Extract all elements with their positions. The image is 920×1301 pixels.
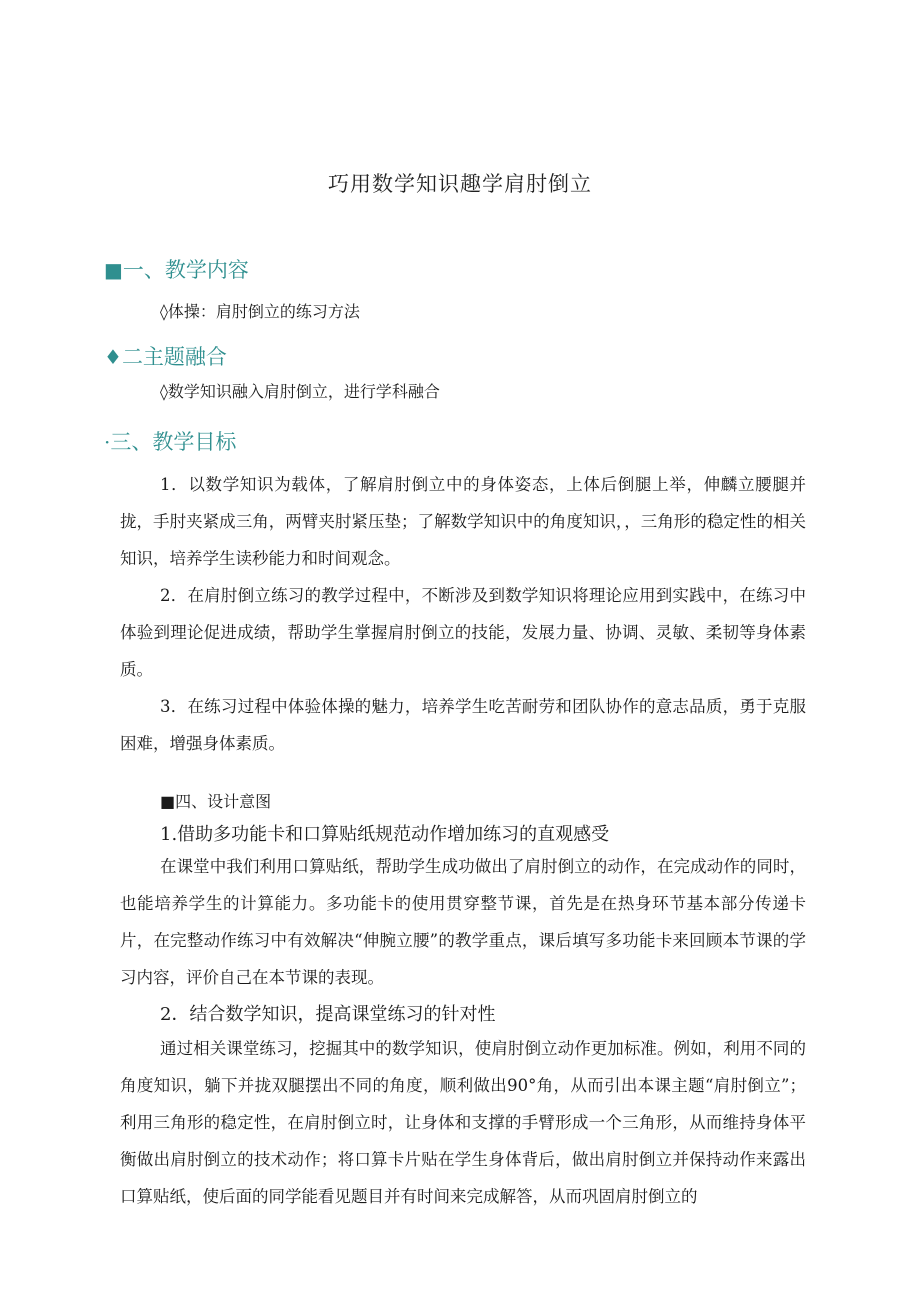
heading-text: 三、教学目标 — [110, 430, 237, 454]
heading-text: 一、教学内容 — [122, 258, 249, 282]
diamond-bullet-icon: ♦ — [104, 345, 122, 369]
goal-paragraph-2: 2．在肩肘倒立练习的教学过程中，不断涉及到数学知识将理论应用到实践中，在练习中体验到理论促进成绩，帮助学生掌握肩肘倒立的技能，发展力量、协调、灵敏、柔韧等身体素质。 — [120, 586, 806, 679]
section-heading-teaching-goals — [104, 426, 236, 456]
document-title: 巧用数学知识趣学肩肘倒立 — [328, 172, 592, 196]
design-intent-subheading-2: 2．结合数学知识，提高课堂练习的针对性 — [160, 1004, 496, 1025]
section-heading-theme-fusion — [104, 341, 227, 371]
section-heading-design-intent: ■四、设计意图 — [160, 792, 272, 811]
section-item: ◊体操：肩肘倒立的练习方法 — [160, 302, 360, 321]
dot-bullet-icon: · — [104, 430, 111, 454]
goal-paragraph-3: 3．在练习过程中体验体操的魅力，培养学生吃苦耐劳和团队协作的意志品质，勇于克服困难，增强身体素质。 — [120, 697, 806, 753]
section-item: ◊数学知识融入肩肘倒立，进行学科融合 — [160, 382, 440, 401]
design-intent-paragraph-2: 通过相关课堂练习，挖掘其中的数学知识，使肩肘倒立动作更加标准。例如，利用不同的角度知识，躺下并拢双腿摆出不同的角度，顺利做出90°角，从而引出本课主题“肩肘倒立”；利用三角形的稳定性，在肩肘倒立时，让身体和支撑的手臂形成一个三角形，从而维持身体平衡做出肩肘倒立的技术动作；将口算卡片贴在学生身体背后，做出肩肘倒立并保持动作来露出口算贴纸，使后面的同学能看见题目并有时间来完成解答，从而巩固肩肘倒立的 — [120, 1039, 806, 1206]
heading-text: 二主题融合 — [121, 345, 227, 369]
section-heading-teaching-content — [104, 254, 249, 284]
goal-paragraph-1: 1．以数学知识为载体，了解肩肘倒立中的身体姿态，上体后倒腿上举，伸麟立腰腿并拢，手肘夹紧成三角，两臂夹肘紧压垫；了解数学知识中的角度知识，，三角形的稳定性的相关知识，培养学生读秒能力和时间观念。 — [120, 475, 806, 568]
square-bullet-icon: ■ — [104, 258, 123, 282]
design-intent-paragraph-1: 在课堂中我们利用口算贴纸，帮助学生成功做出了肩肘倒立的动作，在完成动作的同时，也能培养学生的计算能力。多功能卡的使用贯穿整节课，首先是在热身环节基本部分传递卡片，在完整动作练习中有效解决“伸腕立腰”的教学重点，课后填写多功能卡来回顾本节课的学习内容，评价自己在本节课的表现。 — [120, 857, 806, 987]
design-intent-subheading-1: 1.借助多功能卡和口算贴纸规范动作增加练习的直观感受 — [160, 824, 610, 845]
